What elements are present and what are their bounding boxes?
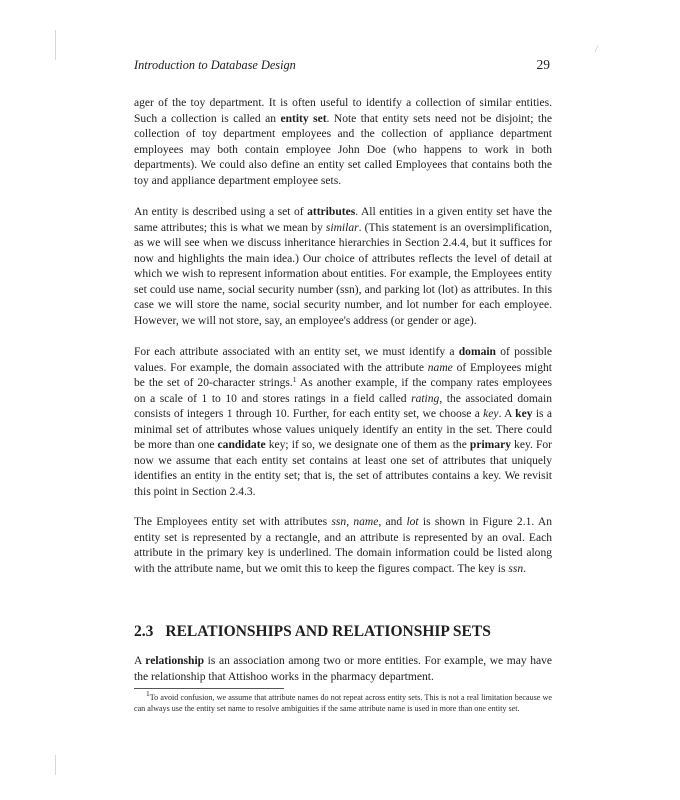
term-candidate: candidate (217, 439, 266, 451)
text-run: . (This statement is an oversimplification, as we will see when we discuss inheritance hierarchies in Section 2.4.4, but it suffices for now and highlights the main idea.) Our choice of attributes reflects the level of detail at which we wish to represent information about entities. For example, the Employees entity set could use name, social security number (ssn), and parking lot (lot) as attributes. In this case we will store the name, social security number, and lot number for each employee. However, we will not store, say, an employee's address (or gender or age). (134, 221, 552, 327)
text-run: , and (378, 516, 407, 528)
text-run: , the associated domain consists of integers 1 through 10. Further, for each entity set, we choose a (134, 392, 553, 420)
paragraph-relationship (134, 654, 552, 685)
text-run: is shown in Figure 2.1. An entity set is represented by a rectangle, and an attribute is represented by an oval. Each attribute in the primary key is underlined. The domain information could be listed along with the attribute name, but we omit this to keep the figures compact. The key is (134, 516, 552, 575)
text-run: For each attribute associated with an entity set, we must identify a (134, 346, 459, 358)
paragraph-figure-ref (134, 515, 552, 577)
footnote-number: 1 (146, 689, 150, 698)
text-run: key; if so, we designate one of them as the (265, 439, 470, 451)
text-run: key. For now we assume that each entity set contains at least one set of attributes that uniquely identifies an entity in the entity set; that is, the set of attributes contains a key. We revisit this point in Section 2.4.3. (134, 439, 552, 498)
edge-mark: / (595, 44, 598, 54)
term-domain: domain (458, 346, 496, 358)
text-run: is an association among two or more entities. For example, we may have the relationship that Attishoo works in the pharmacy department. (134, 655, 552, 683)
term-key: key (515, 408, 533, 420)
term-entity-set: entity set (280, 112, 327, 125)
emphasis-similar: similar (325, 221, 359, 234)
running-head (134, 58, 550, 76)
text-run: is a minimal set of attributes whose values uniquely identify an entity in the set. There could be more than one (134, 408, 552, 451)
body-text (134, 96, 552, 593)
left-margin-mark (55, 30, 56, 60)
body-text-section (134, 654, 552, 685)
text-run: . (523, 562, 526, 575)
emphasis-key: key (483, 408, 499, 420)
section-title: RELATIONSHIPS AND RELATIONSHIP SETS (165, 623, 491, 640)
text-run: The Employees entity set with attributes (134, 516, 332, 528)
paragraph-attributes (134, 205, 552, 329)
text-run: of Employees might be the set of 20-character strings. (134, 361, 552, 389)
paragraph-entity-set (134, 96, 552, 189)
text-run: As another example, if the company rates employees on a scale of 1 to 10 and stores ratings in a field called (134, 377, 552, 405)
text-run: An entity is described using a set of (134, 206, 308, 218)
text-run: . Note that entity sets need not be disjoint; the collection of toy department employees and the collection of appliance department employees may both contain employee John Doe (who happens to work in both departments). We could also define an entity set called Employees that contains both the toy and appliance department employee sets. (134, 112, 553, 187)
footnote-body: To avoid confusion, we assume that attribute names do not repeat across entity sets. This is not a real limitation because we can always use the entity set name to resolve ambiguities if the same attribute name is used in more than one entity set. (134, 693, 552, 713)
footnote-rule (134, 688, 284, 689)
paragraph-domain-key (134, 345, 552, 500)
emphasis-ssn-key: ssn (508, 562, 524, 575)
emphasis-lot: lot (406, 516, 419, 528)
text-run: . A (498, 408, 516, 420)
left-margin-mark-lower (55, 755, 56, 775)
text-run: A (134, 655, 146, 667)
footnote (134, 689, 552, 714)
text-run: , (346, 516, 354, 528)
term-primary: primary (469, 439, 511, 451)
section-number: 2.3 (134, 623, 154, 640)
text-run: of possible values. For example, the domain associated with the attribute (134, 346, 552, 374)
running-title: Introduction to Database Design (134, 58, 296, 72)
emphasis-name: name (353, 516, 379, 528)
emphasis-name: name (427, 361, 453, 374)
term-relationship: relationship (145, 655, 205, 667)
section-heading (134, 623, 552, 641)
footnote-text (134, 689, 552, 714)
footnote-marker: 1 (292, 375, 297, 384)
emphasis-ssn: ssn (331, 516, 347, 528)
term-attributes: attributes (307, 206, 356, 218)
emphasis-rating: rating (411, 392, 440, 405)
page-number: 29 (536, 57, 550, 72)
text-run: ager of the toy department. It is often useful to identify a collection of similar entities. Such a collection is called an (134, 97, 552, 125)
text-run: . All entities in a given entity set have the same attributes; this is what we mean by (134, 206, 552, 234)
